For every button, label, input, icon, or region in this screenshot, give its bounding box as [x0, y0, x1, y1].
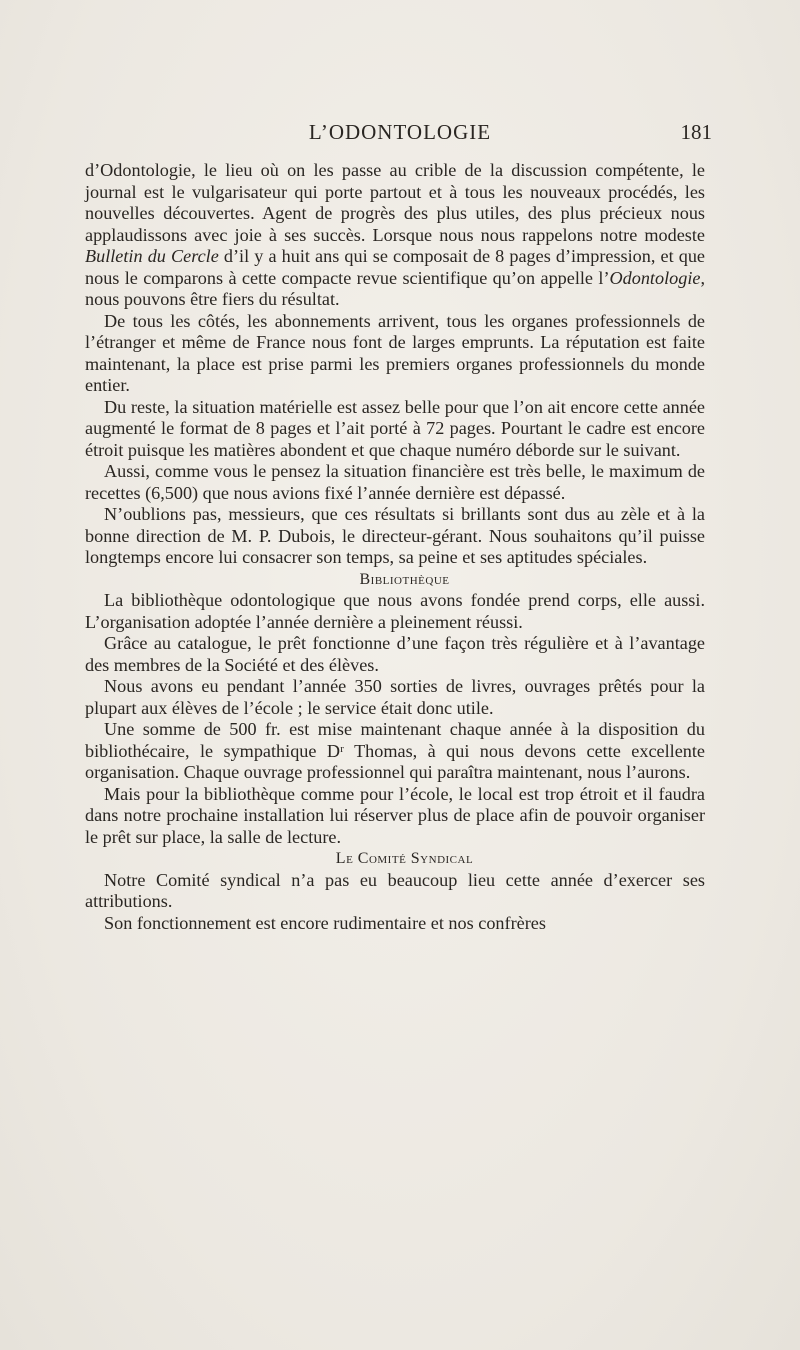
running-title: L’ODONTOLOGIE: [308, 120, 492, 144]
paragraph: Une somme de 500 fr. est mise maintenant chaque année à la disposition du bibliothécaire, le sympathique Dʳ Thomas, à qui nous devons cette excellente organisation. Chaque ouvrage professionnel qui paraîtra maintenant, nous l’aurons.: [85, 719, 705, 782]
paragraph: Nous avons eu pendant l’année 350 sorties de livres, ouvrages prêtés pour la plupart aux élèves de l’école ; le service était donc utile.: [85, 676, 705, 718]
paragraph-text: , nous pouvons être fiers du résultat.: [85, 267, 705, 309]
paragraph: Notre Comité syndical n’a pas eu beaucoup lieu cette année d’exercer ses attributions.: [85, 869, 705, 911]
paragraph: Aussi, comme vous le pensez la situation financière est très belle, le maximum de recettes (6,500) que nous avions fixé l’année dernière est dépassé.: [85, 461, 705, 503]
paragraph: Grâce au catalogue, le prêt fonctionne d’une façon très régulière et à l’avantage des membres de la Société et des élèves.: [85, 633, 705, 675]
paragraph-text: d’Odontologie, le lieu où on les passe au crible de la discussion compétente, le journal est le vulgarisateur qui porte partout et à tous les nouveaux procédés, les nouvelles découvertes. Agent de progrès des plus utiles, des plus précieux nous applaudissons avec joie à ses succès. Lorsque nous nous rappelons notre modeste: [85, 160, 705, 245]
paragraph: Mais pour la bibliothèque comme pour l’école, le local est trop étroit et il faudra dans notre prochaine installation lui réserver plus de place afin de pouvoir organiser le prêt sur place, la salle de lecture.: [85, 783, 705, 847]
paragraph: N’oublions pas, messieurs, que ces résultats si brillants sont dus au zèle et à la bonne direction de M. P. Dubois, le directeur-gérant. Nous souhaitons qu’il puisse longtemps encore lui consacrer son temps, sa peine et ses aptitudes spéciales.: [85, 504, 705, 567]
paragraph: La bibliothèque odontologique que nous avons fondée prend corps, elle aussi. L’organisation adoptée l’année dernière a pleinement réussi.: [85, 590, 705, 632]
paragraph: Son fonctionnement est encore rudimentaire et nos confrères: [104, 912, 546, 933]
page-number: 181: [680, 120, 712, 144]
section-heading-comite-syndical: Le Comité Syndical: [335, 850, 474, 867]
page-body: [85, 160, 705, 934]
paragraph: Du reste, la situation matérielle est assez belle pour que l’on ait encore cette année augmenté le format de 8 pages et l’ait porté à 72 pages. Pourtant le cadre est encore étroit puisque les matières abondent et que chaque numéro déborde sur le suivant.: [85, 396, 705, 460]
paragraph: [85, 160, 705, 311]
italic-title: Bulletin du Cercle: [85, 246, 219, 266]
paragraph-text: d’il y a huit ans qui se composait de 8 pages d’impression, et que nous le comparons à cette compacte revue scientifique qu’on appelle l’: [85, 246, 705, 288]
paragraph: De tous les côtés, les abonnements arrivent, tous les organes professionnels de l’étranger et même de France nous font de larges emprunts. La réputation est faite maintenant, la place est prise parmi les premiers organes professionnels du monde entier.: [85, 310, 705, 395]
italic-title: Odontologie: [609, 267, 701, 288]
page-header: [0, 120, 800, 150]
section-heading-bibliotheque: Bibliothèque: [359, 570, 450, 588]
